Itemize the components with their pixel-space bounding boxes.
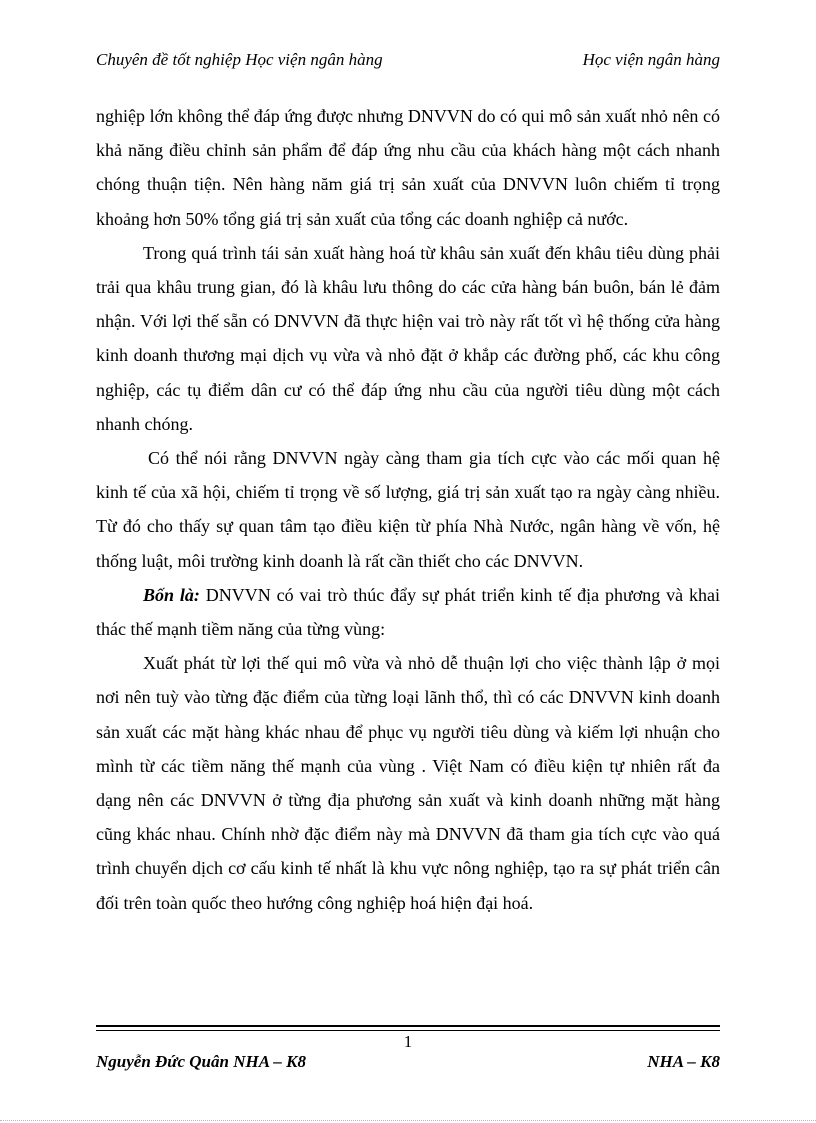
footer-rule-thin [96, 1030, 720, 1031]
footer-author: Nguyễn Đức Quân NHA – K8 [96, 1052, 306, 1071]
fourth-role-text: DNVVN có vai trò thúc đẩy sự phát triển kinh tế địa phương và khai thác thế mạnh tiềm năng của từng vùng: [96, 584, 720, 640]
paragraph-fourth-role [96, 578, 720, 646]
document-body [96, 99, 720, 920]
page-footer [96, 1052, 720, 1072]
paragraph-distribution: Trong quá trình tái sản xuất hàng hoá từ khâu sản xuất đến khâu tiêu dùng phải trải qua khâu trung gian, đó là khâu lưu thông do các cửa hàng bán buôn, bán lẻ đảm nhận. Với lợi thế sẵn có DNVVN đã thực hiện vai trò này rất tốt vì hệ thống cửa hàng kinh doanh thương mại dịch vụ vừa và nhỏ đặt ở khắp các đường phố, các khu công nghiệp, các tụ điểm dân cư có thể đáp ứng nhu cầu của người tiêu dùng một cách nhanh chóng. [96, 242, 720, 434]
fourth-role-heading: Bốn là: [143, 584, 200, 605]
footer-rule-thick [96, 1025, 720, 1027]
header-right-title: Học viện ngân hàng [582, 50, 720, 69]
footer-class: NHA – K8 [647, 1052, 720, 1071]
header-left-title: Chuyên đề tốt nghiệp Học viện ngân hàng [96, 50, 383, 69]
page-number: 1 [403, 1032, 413, 1051]
page-bottom-edge [0, 1120, 816, 1121]
page-header [96, 50, 720, 70]
paragraph-continuation: nghiệp lớn không thể đáp ứng được nhưng DNVVN do có qui mô sản xuất nhỏ nên có khả năng điều chỉnh sản phẩm để đáp ứng nhu cầu của khách hàng một cách nhanh chóng thuận tiện. Nên hàng năm giá trị sản xuất của DNVVN luôn chiếm tỉ trọng khoảng hơn 50% tổng giá trị sản xuất của tổng các doanh nghiệp cả nước. [96, 106, 720, 229]
paragraph-regional: Xuất phát từ lợi thế qui mô vừa và nhỏ dễ thuận lợi cho việc thành lập ở mọi nơi nên tuỳ vào từng đặc điểm của từng loại lãnh thổ, thì có các DNVVN kinh doanh sản xuất các mặt hàng khác nhau để phục vụ người tiêu dùng và kiếm lợi nhuận cho mình từ các tiềm năng thế mạnh của vùng . Việt Nam có điều kiện tự nhiên rất đa dạng nên các DNVVN ở từng địa phương sản xuất và kinh doanh những mặt hàng cũng khác nhau. Chính nhờ đặc điểm này mà DNVVN đã tham gia tích cực vào quá trình chuyển dịch cơ cấu kinh tế nhất là khu vực nông nghiệp, tạo ra sự phát triển cân đối trên toàn quốc theo hướng công nghiệp hoá hiện đại hoá. [96, 653, 720, 913]
paragraph-participation: Có thể nói rằng DNVVN ngày càng tham gia tích cực vào các mối quan hệ kinh tế của xã hội, chiếm tỉ trọng về số lượng, giá trị sản xuất tạo ra ngày càng nhiều. Từ đó cho thấy sự quan tâm tạo điều kiện từ phía Nhà Nước, ngân hàng về vốn, hệ thống luật, môi trường kinh doanh là rất cần thiết cho các DNVVN. [96, 448, 720, 571]
